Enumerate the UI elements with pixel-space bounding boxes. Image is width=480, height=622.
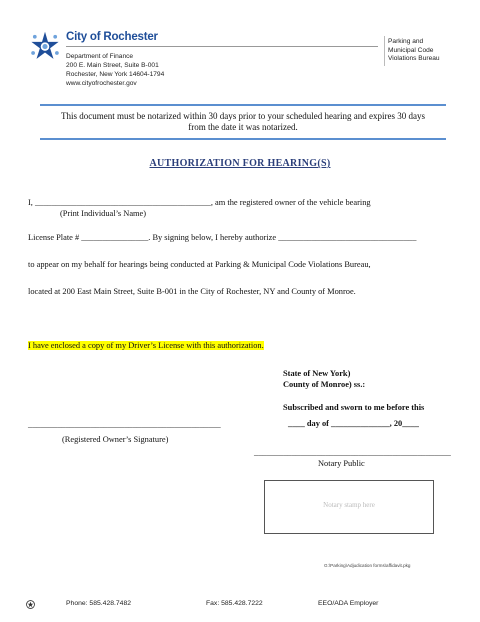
license-plate-line: License Plate # ________________. By signing below, I hereby authorize _________________________________ (28, 233, 417, 242)
sworn-statement: Subscribed and sworn to me before this (283, 403, 425, 412)
appear-on-behalf-line: to appear on my behalf for hearings being conducted at Parking & Municipal Code Violations Bureau, (28, 260, 371, 269)
city-seal-icon (26, 600, 35, 609)
header-vertical-divider (384, 36, 385, 66)
city-logo-icon (28, 30, 62, 64)
notary-signature-line: _______________________________________________ (254, 448, 451, 457)
notice-line-2: from the date it was notarized. (188, 121, 298, 132)
notarization-notice (40, 104, 446, 140)
city-name: City of Rochester (66, 31, 158, 43)
notice-line-1: This document must be notarized within 30 days prior to your scheduled hearing and expires 30 days (61, 111, 425, 121)
bureau-block (388, 38, 440, 64)
address-line-1: 200 E. Main Street, Suite B-001 (66, 62, 159, 69)
owner-signature-line: ______________________________________________ (28, 420, 221, 429)
header-divider (66, 46, 378, 47)
bureau-line-3: Violations Bureau (388, 55, 440, 63)
print-name-label: (Print Individual’s Name) (60, 209, 147, 218)
day-line: ____ day of ______________, 20____ (288, 419, 419, 428)
owner-name-line: I, __________________________________________, am the registered owner of the vehicle bearing (28, 198, 371, 207)
website: www.cityofrochester.gov (66, 80, 137, 87)
document-title: AUTHORIZATION FOR HEARING(S) (149, 158, 331, 169)
bureau-line-1: Parking and (388, 38, 424, 45)
footer-eeo: EEO/ADA Employer (318, 600, 379, 607)
license-enclosed-statement (28, 341, 264, 350)
owner-signature-label: (Registered Owner’s Signature) (62, 435, 169, 444)
department-name: Department of Finance (66, 53, 134, 60)
state-label: State of New York) (283, 369, 351, 378)
address-line-2: Rochester, New York 14604-1794 (66, 71, 165, 78)
notary-stamp-placeholder: Notary stamp here (323, 501, 375, 509)
notary-public-label: Notary Public (318, 459, 365, 468)
footer-phone: Phone: 585.428.7482 (66, 600, 132, 607)
location-line: located at 200 East Main Street, Suite B-001 in the City of Rochester, NY and County of Monroe. (28, 287, 356, 296)
footer-fax: Fax: 585.428.7222 (206, 600, 263, 607)
county-label: County of Monroe) ss.: (283, 380, 366, 389)
department-address-block (66, 52, 164, 88)
highlighted-text: I have enclosed a copy of my Driver’s License with this authorization. (28, 341, 264, 350)
bureau-line-2: Municipal Code (388, 46, 434, 54)
file-path: G:\Parking\Adjudication forms\affidavit.pkg (324, 563, 411, 568)
